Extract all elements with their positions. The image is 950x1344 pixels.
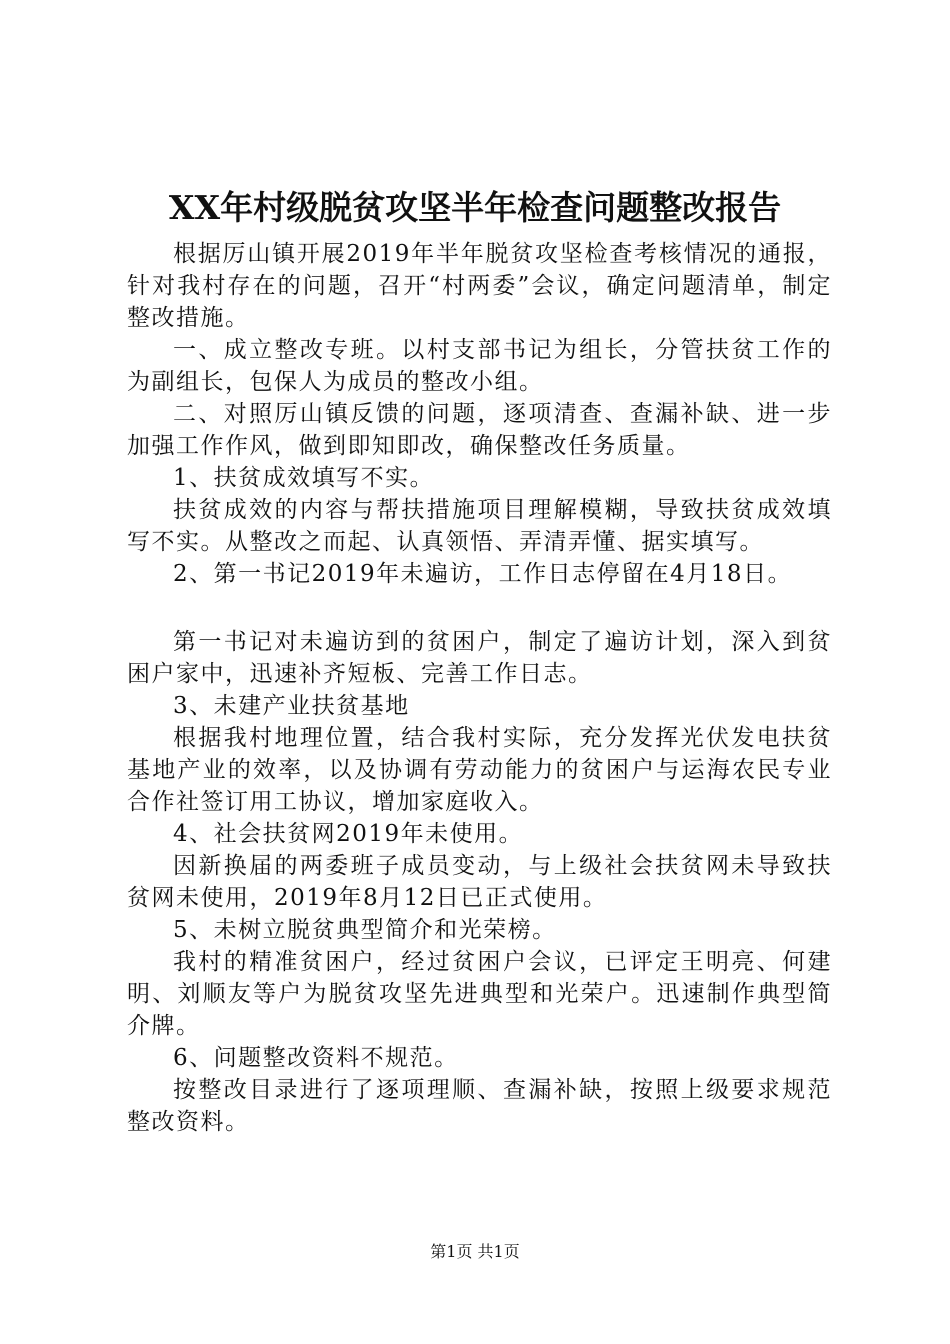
paragraph-section-2: 二、对照厉山镇反馈的问题，逐项清查、查漏补缺、进一步加强工作作风，做到即知即改，确保整改任务质量。 bbox=[127, 401, 832, 459]
page-number-footer: 第1页 共1页 bbox=[430, 1242, 520, 1261]
paragraph-section-1: 一、成立整改专班。以村支部书记为组长，分管扶贫工作的为副组长，包保人为成员的整改小组。 bbox=[127, 337, 832, 395]
document-title: XX年村级脱贫攻坚半年检查问题整改报告 bbox=[168, 188, 782, 227]
issue-heading-6: 6、问题整改资料不规范。 bbox=[173, 1045, 459, 1071]
issue-fix-1: 扶贫成效的内容与帮扶措施项目理解模糊，导致扶贫成效填写不实。从整改之而起、认真领悟、弄清弄懂、据实填写。 bbox=[127, 497, 832, 555]
blank-line bbox=[127, 590, 832, 626]
issue-fix-2: 第一书记对未遍访到的贫困户，制定了遍访计划，深入到贫困户家中，迅速补齐短板、完善工作日志。 bbox=[127, 629, 832, 687]
issue-heading-3: 3、未建产业扶贫基地 bbox=[173, 693, 410, 719]
issue-fix-4: 因新换届的两委班子成员变动，与上级社会扶贫网未导致扶贫网未使用，2019年8月12日已正式使用。 bbox=[127, 853, 832, 911]
issue-heading-4: 4、社会扶贫网2019年未使用。 bbox=[173, 821, 524, 847]
issue-fix-3: 根据我村地理位置，结合我村实际，充分发挥光伏发电扶贫基地产业的效率，以及协调有劳动能力的贫困户与运海农民专业合作社签订用工协议，增加家庭收入。 bbox=[127, 725, 832, 815]
issue-fix-6: 按整改目录进行了逐项理顺、查漏补缺，按照上级要求规范整改资料。 bbox=[127, 1077, 832, 1135]
issue-heading-2: 2、第一书记2019年未遍访，工作日志停留在4月18日。 bbox=[173, 561, 793, 587]
issue-heading-5: 5、未树立脱贫典型简介和光荣榜。 bbox=[173, 917, 557, 943]
paragraph-intro: 根据厉山镇开展2019年半年脱贫攻坚检查考核情况的通报，针对我村存在的问题，召开“村两委”会议，确定问题清单，制定整改措施。 bbox=[127, 241, 832, 331]
issue-heading-1: 1、扶贫成效填写不实。 bbox=[173, 465, 435, 491]
document-body bbox=[127, 238, 832, 1138]
issue-fix-5: 我村的精准贫困户，经过贫困户会议，已评定王明亮、何建明、刘顺友等户为脱贫攻坚先进典型和光荣户。迅速制作典型简介牌。 bbox=[127, 949, 832, 1039]
